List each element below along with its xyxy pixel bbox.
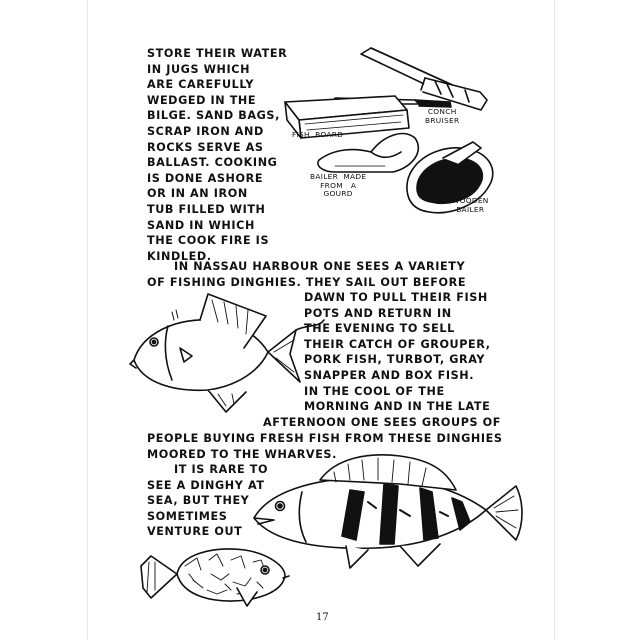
boxfish-icon [137,540,289,612]
label-wooden-bailer: WOODEN BAILER [452,196,489,214]
paragraph-buying-fish: PEOPLE BUYING FRESH FISH FROM THESE DINGHIES MOORED TO THE WHARVES. [147,432,503,461]
paragraph-afternoon: AFTERNOON ONE SEES GROUPS OF [263,416,502,429]
label-fish-board: FISH BOARD [292,130,344,139]
paragraph-nassau-harbour: IN NASSAU HARBOUR ONE SEES A VARIETY OF FISHING DINGHIES. THEY SAIL OUT BEFORE [147,260,467,289]
turbot-fish-icon [128,290,328,415]
paragraph-dawn-fishing: DAWN TO PULL THEIR FISH POTS AND RETURN IN THE EVENING TO SELL THEIR CATCH OF GROUPER, PORK FISH, TURBOT, GRAY SNAPPER AND BOX FISH. IN THE COOL OF THE MORNING AND IN THE LATE [304,291,491,414]
label-bailer-gourd: BAILER MADE FROM A GOURD [310,172,367,199]
page-number: 17 [316,612,329,623]
paragraph-rare-dinghy: IT IS RARE TO SEE A DINGHY AT SEA, BUT THEY SOMETIMES VENTURE OUT [147,463,269,539]
paragraph-water-storage: STORE THEIR WATER IN JUGS WHICH ARE CAREFULLY WEDGED IN THE BILGE. SAND BAGS, SCRAP IRON AND ROCKS SERVE AS BALLAST. COOKING IS DONE ASHORE OR IN AN IRON TUB FILLED WITH SAND IN WHICH THE COOK FIRE IS KINDLED. [147,47,288,263]
grouper-fish-icon [250,450,525,575]
label-conch-bruiser: CONCH BRUISER [425,107,460,125]
